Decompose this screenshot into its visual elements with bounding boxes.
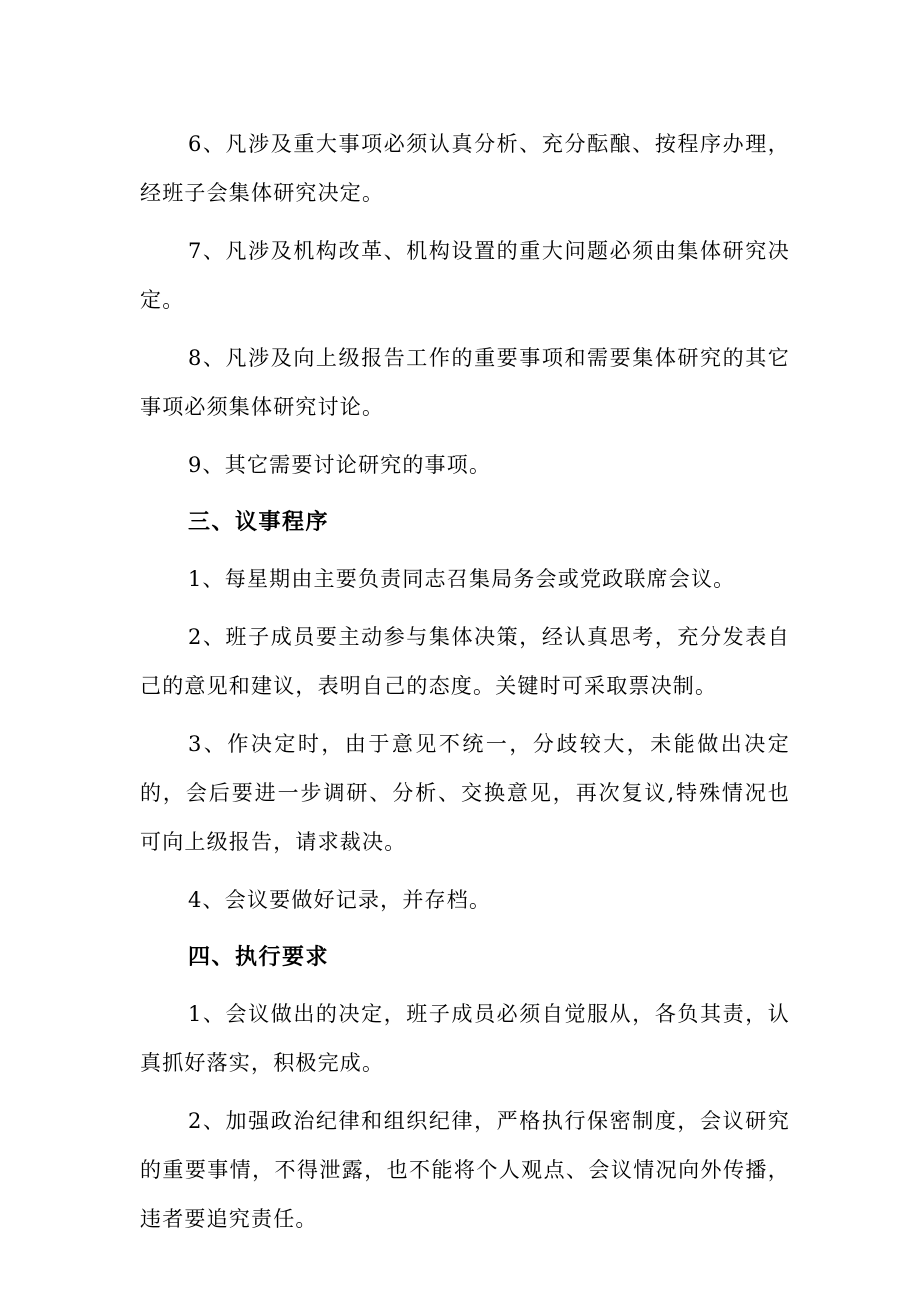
section-heading-execution: 四、执行要求 bbox=[188, 945, 330, 970]
procedure-item-2: 2、班子成员要主动参与集体决策，经认真思考，充分发表自己的意见和建议，表明自己的态度。关键时可采取票决制。 bbox=[140, 625, 790, 698]
procedure-item-1: 1、每星期由主要负责同志召集局务会或党政联席会议。 bbox=[188, 567, 736, 591]
document-body bbox=[140, 120, 790, 1253]
procedure-item-4: 4、会议要做好记录，并存档。 bbox=[188, 888, 492, 912]
execution-item-2: 2、加强政治纪律和组织纪律，严格执行保密制度，会议研究的重要事情，不得泄露，也不能将个人观点、会议情况向外传播，违者要追究责任。 bbox=[140, 1109, 790, 1231]
paragraph-7: 7、凡涉及机构改革、机构设置的重大问题必须由集体研究决定。 bbox=[140, 239, 790, 312]
section-heading-procedure: 三、议事程序 bbox=[188, 510, 330, 535]
procedure-item-3: 3、作决定时，由于意见不统一，分歧较大，未能做出决定的，会后要进一步调研、分析、交换意见，再次复议,特殊情况也可向上级报告，请求裁决。 bbox=[140, 732, 790, 854]
paragraph-6: 6、凡涉及重大事项必须认真分析、充分酝酿、按程序办理，经班子会集体研究决定。 bbox=[140, 132, 790, 205]
execution-item-1: 1、会议做出的决定，班子成员必须自觉服从，各负其责，认真抓好落实，积极完成。 bbox=[140, 1002, 790, 1075]
paragraph-9: 9、其它需要讨论研究的事项。 bbox=[188, 453, 492, 477]
paragraph-8: 8、凡涉及向上级报告工作的重要事项和需要集体研究的其它事项必须集体研究讨论。 bbox=[140, 346, 790, 419]
